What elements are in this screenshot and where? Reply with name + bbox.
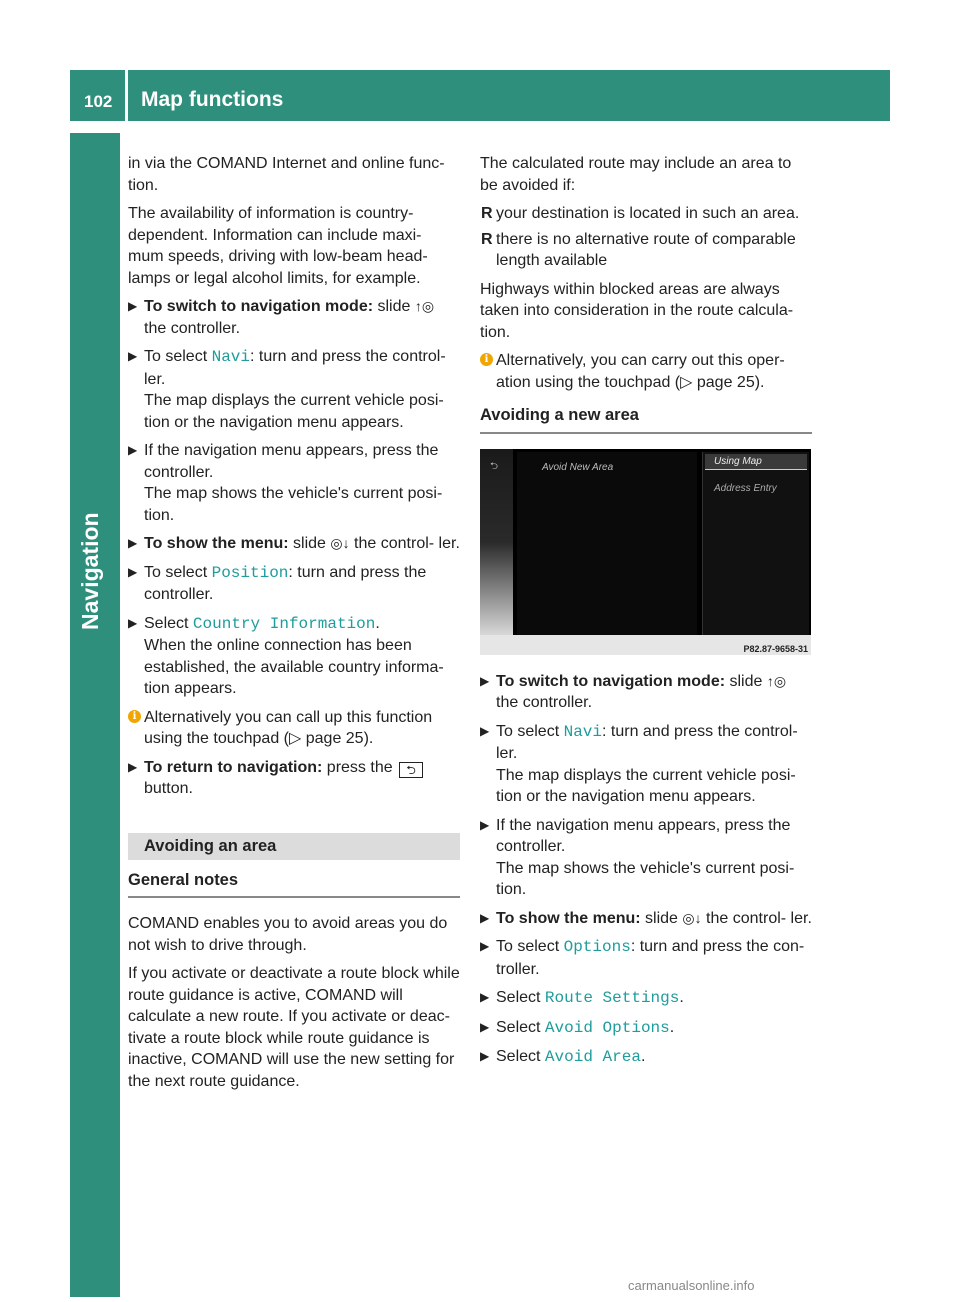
instruction-step — [128, 346, 460, 433]
instruction-step — [128, 613, 460, 700]
screen-menu-item-address-entry: Address Entry — [714, 482, 777, 494]
step-text: To select — [496, 938, 564, 955]
paragraph: If you activate or deactivate a route block while route guidance is active, COMAND will calculate a new route. If you activate or deac- tivate a route block while route guidance is inactive, COMAND will use the new setting for the next route guidance. — [128, 965, 460, 1090]
left-column — [128, 153, 460, 1099]
screen-list-title: Avoid New Area — [542, 461, 614, 473]
screen-footer — [480, 635, 811, 655]
paragraph: The availability of information is country- dependent. Information can include maxi- mum speeds, driving with low-beam head- lamps or legal alcohol limits, for example. — [128, 205, 428, 287]
step-arrow-icon: ▶ — [480, 817, 490, 832]
bullet-icon: R — [481, 230, 493, 248]
controller-slide-down-icon: ◎↓ — [330, 535, 350, 551]
step-text: press the — [322, 758, 398, 776]
step-text: : turn and press the control- ler. — [144, 348, 446, 388]
info-icon: i — [128, 710, 141, 723]
step-arrow-icon: ▶ — [128, 615, 138, 630]
info-note — [480, 350, 812, 393]
step-arrow-icon: ▶ — [480, 673, 490, 688]
page-title: Map functions — [141, 88, 284, 111]
step-text: . — [375, 614, 380, 632]
step-arrow-icon: ▶ — [480, 910, 490, 925]
step-text: the controller. — [144, 319, 241, 337]
step-arrow-icon: ▶ — [128, 759, 138, 774]
side-tab-label: Navigation — [77, 512, 103, 630]
step-result: The map displays the current vehicle posi- tion or the navigation menu appears. — [496, 766, 796, 805]
step-text: slide — [725, 672, 767, 690]
step-text: . — [640, 1048, 646, 1065]
screen-menu-pane — [702, 452, 809, 635]
instruction-step — [128, 440, 460, 526]
right-column — [480, 153, 812, 1076]
step-label: To show the menu: — [496, 909, 641, 927]
step-text: If the navigation menu appears, press the controller. — [144, 442, 439, 481]
screen-list-pane — [517, 452, 697, 635]
controller-slide-up-icon: ↑◎ — [414, 298, 435, 314]
menu-item-code: Position — [211, 563, 289, 582]
image-reference: P82.87-9658-31 — [743, 643, 808, 654]
step-text: : turn and press the controller. — [144, 563, 427, 603]
step-arrow-icon: ▶ — [128, 349, 138, 363]
sub-heading: General notes — [128, 870, 460, 899]
bullet-item — [480, 203, 812, 225]
step-arrow-icon: ▶ — [480, 1049, 490, 1063]
instruction-step — [128, 757, 460, 800]
header-divider — [125, 70, 128, 121]
step-arrow-icon: ▶ — [128, 536, 138, 550]
instruction-step — [480, 987, 812, 1010]
instruction-step — [480, 815, 812, 901]
step-arrow-icon: ▶ — [128, 564, 138, 579]
bullet-text: there is no alternative route of comparable length available — [496, 230, 796, 269]
info-note — [128, 707, 460, 750]
step-arrow-icon: ▶ — [128, 443, 138, 457]
instruction-step — [480, 1017, 812, 1040]
step-text: : turn and press the con- troller. — [496, 938, 805, 978]
step-arrow-icon: ▶ — [480, 1019, 490, 1034]
step-text: Select — [496, 989, 545, 1006]
section-heading: Avoiding an area — [128, 833, 460, 860]
menu-item-code: Avoid Area — [544, 1048, 641, 1066]
step-text: Select — [496, 1018, 545, 1036]
step-result: When the online connection has been established, the available country informa- tion appears. — [144, 637, 444, 697]
step-arrow-icon: ▶ — [480, 939, 490, 953]
step-text: To select — [144, 348, 212, 365]
step-text: the control- ler. — [701, 909, 812, 927]
menu-item-code: Navi — [563, 722, 602, 741]
step-arrow-icon: ▶ — [128, 299, 138, 313]
step-text: . — [669, 1018, 675, 1036]
instruction-step — [480, 908, 812, 930]
paragraph: in via the COMAND Internet and online func- tion. — [128, 155, 445, 194]
step-result: The map shows the vehicle's current posi- tion. — [144, 485, 443, 524]
menu-item-code: Route Settings — [544, 989, 680, 1007]
info-text: Alternatively, you can carry out this oper- ation using the touchpad (▷ page 25). — [496, 352, 785, 391]
comand-screenshot — [480, 449, 811, 655]
instruction-step — [480, 936, 812, 980]
step-result: The map displays the current vehicle posi- tion or the navigation menu appears. — [144, 392, 444, 431]
page-number: 102 — [84, 92, 113, 111]
watermark: carmanualsonline.info — [628, 1278, 755, 1293]
step-text: slide — [640, 909, 683, 927]
paragraph: The calculated route may include an area to be avoided if: — [480, 155, 792, 194]
step-text: button. — [144, 780, 193, 797]
bullet-text: your destination is located in such an area. — [496, 205, 800, 222]
page-header — [70, 70, 890, 121]
back-button-icon: ⮌ — [399, 762, 423, 778]
paragraph: Highways within blocked areas are always taken into consideration in the route calcula- tion. — [480, 280, 794, 341]
menu-item-code: Avoid Options — [544, 1018, 670, 1037]
back-icon: ⮌ — [490, 460, 499, 472]
step-text: If the navigation menu appears, press the controller. — [496, 816, 791, 855]
info-text: Alternatively you can call up this function using the touchpad (▷ page 25). — [144, 708, 433, 747]
step-arrow-icon: ▶ — [480, 990, 490, 1004]
controller-slide-down-icon: ◎↓ — [682, 909, 702, 926]
step-text: slide — [373, 298, 415, 315]
step-text: . — [679, 989, 684, 1006]
step-arrow-icon: ▶ — [480, 723, 490, 738]
bullet-icon: R — [481, 205, 493, 222]
instruction-step — [480, 671, 812, 714]
sub-heading: Avoiding a new area — [480, 405, 812, 434]
bullet-item — [480, 229, 812, 272]
step-label: To switch to navigation mode: — [144, 298, 374, 315]
paragraph: COMAND enables you to avoid areas you do not wish to drive through. — [128, 915, 448, 954]
instruction-step — [480, 1046, 812, 1069]
step-label: To return to navigation: — [144, 758, 323, 776]
menu-item-code: Navi — [211, 348, 250, 366]
step-label: To show the menu: — [144, 535, 289, 552]
instruction-step — [128, 562, 460, 606]
step-text: To select — [144, 563, 212, 581]
step-text: the control- ler. — [349, 535, 460, 552]
step-text: : turn and press the control- ler. — [496, 722, 798, 762]
menu-item-code: Options — [563, 938, 631, 956]
instruction-step — [128, 296, 460, 339]
menu-item-code: Country Information — [192, 614, 376, 633]
controller-slide-up-icon: ↑◎ — [766, 672, 787, 689]
screen-menu-item-using-map: Using Map — [705, 454, 807, 470]
step-text: Select — [496, 1048, 545, 1065]
step-result: The map shows the vehicle's current posi- tion. — [496, 859, 795, 898]
step-text: To select — [496, 722, 564, 740]
instruction-step — [480, 721, 812, 808]
side-tab — [70, 133, 120, 1297]
step-text: slide — [288, 535, 331, 552]
step-label: To switch to navigation mode: — [496, 672, 726, 690]
info-icon: i — [480, 353, 493, 366]
step-text: Select — [144, 614, 193, 632]
instruction-step — [128, 533, 460, 555]
step-text: the controller. — [496, 694, 593, 711]
